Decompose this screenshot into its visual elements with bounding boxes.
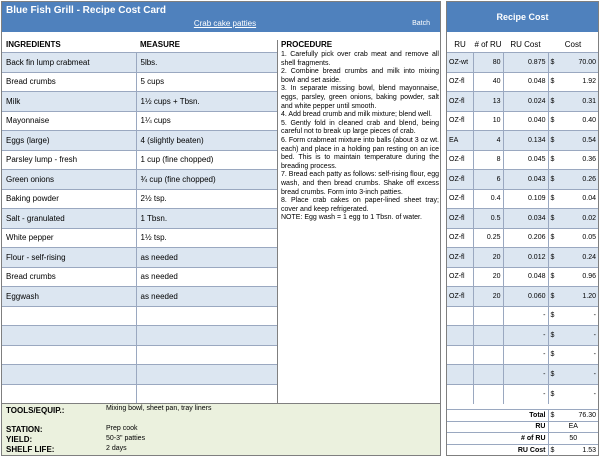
- ingredient-measure-cell[interactable]: [136, 365, 277, 385]
- ingredient-measure-cell[interactable]: 2½ tsp.: [136, 189, 277, 209]
- ru-label: RU: [447, 421, 548, 433]
- recipe-card: [1, 1, 441, 456]
- cost-cell: [548, 209, 598, 229]
- ingredient-row: [2, 365, 277, 385]
- recipe-cost-title: Recipe Cost: [447, 2, 598, 32]
- ingredient-name-cell[interactable]: [2, 365, 136, 385]
- cost-cell: [548, 287, 598, 307]
- ingredient-row: [2, 170, 277, 190]
- num-ru-cell[interactable]: 13: [473, 92, 503, 112]
- ru-header: RU: [454, 40, 466, 49]
- procedure-panel: [277, 40, 440, 403]
- total-label: Total: [447, 410, 548, 422]
- ru-cell[interactable]: OZ-fl: [447, 267, 473, 287]
- ru-cell[interactable]: [447, 345, 473, 365]
- cost-column-headers: [447, 40, 598, 52]
- ingredient-row: [2, 92, 277, 112]
- ingredient-row: [2, 150, 277, 170]
- currency-symbol: $: [550, 234, 555, 242]
- procedure-step: 3. In separate missing bowl, blend mayonnaise, eggs, parsley, green onions, baking powder, salt and white pepper until smooth.: [281, 85, 439, 110]
- num-ru-cell[interactable]: 80: [473, 53, 503, 73]
- currency-symbol: $: [550, 312, 555, 320]
- ru-cost-cell[interactable]: 0.875: [503, 53, 548, 73]
- ru-cost-cell[interactable]: 0.060: [503, 287, 548, 307]
- ingredient-name-cell[interactable]: Parsley lump - fresh: [2, 150, 136, 170]
- ru-cell[interactable]: OZ-fl: [447, 111, 473, 131]
- ingredient-measure-cell[interactable]: [136, 384, 277, 404]
- currency-symbol: $: [550, 292, 555, 300]
- cost-cell: [548, 170, 598, 190]
- currency-symbol: $: [550, 58, 555, 66]
- currency-symbol: $: [550, 370, 555, 378]
- cost-value: 0.96: [582, 273, 596, 281]
- cost-cell: [548, 72, 598, 92]
- cost-value: 0.04: [582, 195, 596, 203]
- batch-label: Batch: [412, 20, 430, 27]
- cost-row: [447, 248, 598, 268]
- ru-cost-cell[interactable]: 0.024: [503, 92, 548, 112]
- ru-cell[interactable]: EA: [447, 131, 473, 151]
- cost-value: 1.92: [582, 78, 596, 86]
- cost-cell: [548, 384, 598, 404]
- ingredient-name-cell[interactable]: Bread crumbs: [2, 267, 136, 287]
- ru-cost-cell[interactable]: 0.043: [503, 170, 548, 190]
- station-label: STATION:: [6, 425, 43, 434]
- ingredient-name-cell[interactable]: Salt - granulated: [2, 209, 136, 229]
- num-ru-cell[interactable]: 6: [473, 170, 503, 190]
- ru-cell[interactable]: [447, 365, 473, 385]
- currency-symbol: $: [550, 331, 555, 339]
- ingredient-measure-cell[interactable]: [136, 326, 277, 346]
- cost-cell: [548, 111, 598, 131]
- num-ru-cell[interactable]: [473, 345, 503, 365]
- cost-cell: [548, 326, 598, 346]
- currency-symbol: $: [550, 390, 555, 398]
- ru-cost-cell[interactable]: 0.040: [503, 111, 548, 131]
- cost-cell: [548, 228, 598, 248]
- total-value: $ 76.30: [548, 410, 598, 422]
- ingredient-name-cell[interactable]: Back fin lump crabmeat: [2, 53, 136, 73]
- shelf-life-value[interactable]: 2 days: [106, 445, 127, 452]
- ingredient-row: [2, 131, 277, 151]
- procedure-step: 4. Add bread crumb and milk mixture; blend well.: [281, 111, 432, 119]
- cost-value: 0.24: [582, 253, 596, 261]
- ingredient-row: [2, 248, 277, 268]
- procedure-step: 8. Place crab cakes on paper-lined sheet tray; cover and keep refrigerated.: [281, 197, 439, 213]
- ingredient-name-cell[interactable]: [2, 384, 136, 404]
- ingredient-measure-cell[interactable]: 1½ tsp.: [136, 228, 277, 248]
- cost-row: [447, 228, 598, 248]
- ru-cost-cell[interactable]: -: [503, 384, 548, 404]
- cost-value: -: [593, 312, 596, 320]
- ingredient-row: [2, 111, 277, 131]
- ru-cost-cell[interactable]: 0.206: [503, 228, 548, 248]
- num-ru-cell[interactable]: 0.25: [473, 228, 503, 248]
- ingredient-measure-cell[interactable]: as needed: [136, 248, 277, 268]
- num-ru-cell[interactable]: 0.5: [473, 209, 503, 229]
- ingredient-name-cell[interactable]: [2, 306, 136, 326]
- ingredient-name-cell[interactable]: Green onions: [2, 170, 136, 190]
- ru-cost-cell[interactable]: -: [503, 306, 548, 326]
- ru-cell[interactable]: OZ-fl: [447, 72, 473, 92]
- ingredient-measure-cell[interactable]: 5 cups: [136, 72, 277, 92]
- ingredient-row: [2, 384, 277, 404]
- cost-row: [447, 189, 598, 209]
- ingredient-name-cell[interactable]: White pepper: [2, 228, 136, 248]
- ru-cell[interactable]: OZ-fl: [447, 92, 473, 112]
- cost-value: 1.20: [582, 292, 596, 300]
- cost-cell: [548, 189, 598, 209]
- tools-value[interactable]: Mixing bowl, sheet pan, tray liners: [106, 405, 212, 412]
- ru-cost-cell[interactable]: 0.034: [503, 209, 548, 229]
- currency-symbol: $: [550, 351, 555, 359]
- procedure-step: 1. Carefully pick over crab meat and remove all shell fragments.: [281, 51, 439, 67]
- cost-row: [447, 345, 598, 365]
- num-ru-cell[interactable]: 40: [473, 72, 503, 92]
- ingredient-row: [2, 326, 277, 346]
- cost-row: [447, 384, 598, 404]
- cost-value: -: [593, 370, 596, 378]
- cost-row: [447, 111, 598, 131]
- recipe-footer: [2, 403, 440, 455]
- num-ru-cell[interactable]: 10: [473, 111, 503, 131]
- ingredient-row: [2, 72, 277, 92]
- ru-cell[interactable]: OZ-fl: [447, 189, 473, 209]
- num-ru-value[interactable]: 50: [548, 433, 598, 445]
- cost-cell: [548, 365, 598, 385]
- cost-value: 0.31: [582, 97, 596, 105]
- num-ru-cell[interactable]: 4: [473, 131, 503, 151]
- cost-value: -: [593, 351, 596, 359]
- currency-symbol: $: [550, 195, 555, 203]
- ingredient-row: [2, 287, 277, 307]
- cost-cell: [548, 131, 598, 151]
- cost-row: [447, 267, 598, 287]
- procedure-step: 6. Form crabmeat mixture into balls (about 3 oz wt. each) and place in a holding pan resting on an ice bed. This is to maintain temperature during the breading process.: [281, 136, 439, 170]
- ru-cell[interactable]: [447, 384, 473, 404]
- num-ru-label: # of RU: [447, 433, 548, 445]
- ru-cost-header: RU Cost: [510, 40, 541, 49]
- cost-header: Cost: [564, 40, 582, 49]
- num-ru-cell[interactable]: 20: [473, 267, 503, 287]
- ingredient-measure-cell[interactable]: [136, 306, 277, 326]
- cost-value: 0.36: [582, 156, 596, 164]
- num-ru-cell[interactable]: 8: [473, 150, 503, 170]
- num-ru-header: # of RU: [474, 40, 502, 49]
- ru-cell[interactable]: [447, 326, 473, 346]
- ingredient-measure-cell[interactable]: 4 (slightly beaten): [136, 131, 277, 151]
- cost-cell: [548, 306, 598, 326]
- ingredients-table: [2, 52, 277, 404]
- recipe-cost-panel: [446, 1, 599, 456]
- cost-value: -: [593, 331, 596, 339]
- currency-symbol: $: [550, 273, 555, 281]
- cost-table: [447, 52, 598, 404]
- ru-cost-cell[interactable]: 0.109: [503, 189, 548, 209]
- procedure-step: 7. Bread each patty as follows: self-rising flour, egg wash, and then bread crumbs. Shake off excess bread crumbs. Form into 3-inch patties.: [281, 171, 439, 196]
- cost-value: 0.26: [582, 175, 596, 183]
- ru-cost-cell[interactable]: 0.045: [503, 150, 548, 170]
- ingredient-row: [2, 209, 277, 229]
- yield-value[interactable]: 50-3" patties: [106, 435, 146, 442]
- station-value[interactable]: Prep cook: [106, 425, 138, 432]
- num-ru-cell[interactable]: [473, 365, 503, 385]
- ingredient-measure-cell[interactable]: 1 cup (fine chopped): [136, 150, 277, 170]
- cost-value: 70.00: [578, 58, 596, 66]
- ru-cost-cell[interactable]: 0.048: [503, 267, 548, 287]
- num-ru-cell[interactable]: 20: [473, 248, 503, 268]
- ingredient-row: [2, 228, 277, 248]
- ingredient-name-cell[interactable]: [2, 345, 136, 365]
- cost-cell: [548, 150, 598, 170]
- ru-cost-cell[interactable]: 0.134: [503, 131, 548, 151]
- ru-cell[interactable]: OZ-fl: [447, 209, 473, 229]
- ru-cell[interactable]: OZ-fl: [447, 248, 473, 268]
- cost-row: [447, 365, 598, 385]
- ru-value[interactable]: EA: [548, 421, 598, 433]
- ingredient-name-cell[interactable]: Mayonnaise: [2, 111, 136, 131]
- cost-value: 0.40: [582, 117, 596, 125]
- ingredient-measure-cell[interactable]: 1 Tbsn.: [136, 209, 277, 229]
- ru-cell[interactable]: OZ-wt: [447, 53, 473, 73]
- ingredient-name-cell[interactable]: Flour - self-rising: [2, 248, 136, 268]
- ingredient-row: [2, 345, 277, 365]
- cost-value: 0.02: [582, 214, 596, 222]
- ru-cell[interactable]: OZ-fl: [447, 228, 473, 248]
- ru-cost-cell[interactable]: -: [503, 326, 548, 346]
- cost-value: -: [593, 390, 596, 398]
- currency-symbol: $: [550, 253, 555, 261]
- ingredient-measure-cell[interactable]: 5lbs.: [136, 53, 277, 73]
- cost-row: [447, 209, 598, 229]
- cost-cell: [548, 267, 598, 287]
- cost-row: [447, 326, 598, 346]
- procedure-step: NOTE: Egg wash = 1 egg to 1 Tbsn. of water.: [281, 214, 422, 222]
- ru-cell[interactable]: OZ-fl: [447, 287, 473, 307]
- cost-row: [447, 131, 598, 151]
- cost-cell: [548, 92, 598, 112]
- ingredient-measure-cell[interactable]: as needed: [136, 267, 277, 287]
- num-ru-cell[interactable]: 0.4: [473, 189, 503, 209]
- num-ru-cell[interactable]: [473, 326, 503, 346]
- procedure-step: 5. Gently fold in cleaned crab and blend, being careful not to break up large pieces of crab.: [281, 119, 439, 136]
- ru-cost-label: RU Cost: [447, 444, 548, 456]
- ingredient-name-cell[interactable]: Eggs (large): [2, 131, 136, 151]
- ingredient-name-cell[interactable]: Eggwash: [2, 287, 136, 307]
- ingredient-measure-cell[interactable]: 1¼ cups: [136, 111, 277, 131]
- currency-symbol: $: [550, 78, 555, 86]
- ingredient-row: [2, 306, 277, 326]
- cost-cell: [548, 345, 598, 365]
- ru-cost-cell[interactable]: -: [503, 365, 548, 385]
- currency-symbol: $: [550, 136, 555, 144]
- cost-row: [447, 150, 598, 170]
- ru-cell[interactable]: OZ-fl: [447, 150, 473, 170]
- num-ru-cell[interactable]: 20: [473, 287, 503, 307]
- currency-symbol: $: [550, 117, 555, 125]
- num-ru-cell[interactable]: [473, 306, 503, 326]
- cost-summary: [447, 409, 598, 456]
- currency-symbol: $: [550, 156, 555, 164]
- ingredient-name-cell[interactable]: Baking powder: [2, 189, 136, 209]
- currency-symbol: $: [550, 175, 555, 183]
- procedure-header: PROCEDURE: [281, 40, 333, 49]
- ingredients-header: INGREDIENTS: [6, 40, 61, 49]
- ingredient-measure-cell[interactable]: ¾ cup (fine chopped): [136, 170, 277, 190]
- procedure-step: 2. Combine bread crumbs and milk into mixing bowl and set aside.: [281, 68, 439, 84]
- ru-cost-cell[interactable]: 0.048: [503, 72, 548, 92]
- ru-cost-cell[interactable]: 0.012: [503, 248, 548, 268]
- cost-cell: [548, 53, 598, 73]
- num-ru-cell[interactable]: [473, 384, 503, 404]
- cost-row: [447, 92, 598, 112]
- recipe-card-header: [2, 2, 440, 32]
- recipe-name[interactable]: Crab cake patties: [193, 19, 257, 28]
- ingredient-row: [2, 189, 277, 209]
- yield-label: YIELD:: [6, 435, 33, 444]
- cost-row: [447, 287, 598, 307]
- ingredient-measure-cell[interactable]: as needed: [136, 287, 277, 307]
- card-title: Blue Fish Grill - Recipe Cost Card: [6, 5, 167, 16]
- ru-cost-value: $ 1.53: [548, 444, 598, 456]
- ingredient-measure-cell[interactable]: [136, 345, 277, 365]
- procedure-text[interactable]: [281, 51, 439, 223]
- ru-cell[interactable]: [447, 306, 473, 326]
- ingredient-name-cell[interactable]: Bread crumbs: [2, 72, 136, 92]
- cost-row: [447, 53, 598, 73]
- tools-label: TOOLS/EQUIP.:: [6, 406, 65, 415]
- cost-value: 0.54: [582, 136, 596, 144]
- ingredient-measure-cell[interactable]: 1½ cups + Tbsn.: [136, 92, 277, 112]
- ru-cell[interactable]: OZ-fl: [447, 170, 473, 190]
- ingredient-row: [2, 53, 277, 73]
- cost-row: [447, 72, 598, 92]
- ingredient-name-cell[interactable]: Milk: [2, 92, 136, 112]
- cost-cell: [548, 248, 598, 268]
- ingredient-row: [2, 267, 277, 287]
- currency-symbol: $: [550, 214, 555, 222]
- measure-header: MEASURE: [140, 40, 181, 49]
- cost-value: 0.05: [582, 234, 596, 242]
- ru-cost-cell[interactable]: -: [503, 345, 548, 365]
- cost-row: [447, 170, 598, 190]
- ingredient-name-cell[interactable]: [2, 326, 136, 346]
- shelf-life-label: SHELF LIFE:: [6, 445, 55, 454]
- currency-symbol: $: [550, 97, 555, 105]
- cost-row: [447, 306, 598, 326]
